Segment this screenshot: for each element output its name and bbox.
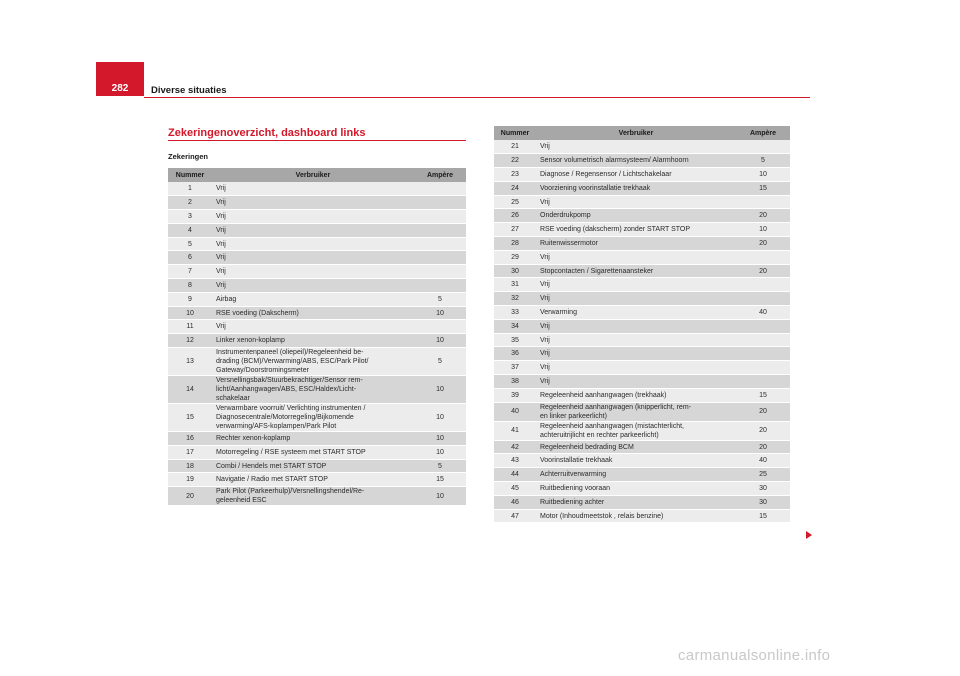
fuse-number: 38	[494, 375, 536, 389]
fuse-number: 30	[494, 264, 536, 278]
table-row	[494, 195, 790, 209]
fuse-consumer: Linker xenon-koplamp	[212, 334, 414, 348]
table-row	[168, 320, 466, 334]
fuse-table-right	[494, 126, 790, 523]
fuse-ampere	[736, 195, 790, 209]
fuse-table-left	[168, 168, 466, 506]
table-row	[494, 482, 790, 496]
fuse-consumer: RSE voeding (dakscherm) zonder START STOP	[536, 223, 736, 237]
fuse-ampere: 10	[736, 168, 790, 182]
fuse-consumer: Vrij	[212, 279, 414, 293]
table-row	[494, 495, 790, 509]
fuse-number: 7	[168, 265, 212, 279]
fuse-ampere: 5	[414, 292, 466, 306]
fuse-number: 29	[494, 250, 536, 264]
column-header-ampere: Ampère	[736, 126, 790, 140]
subheading: Zekeringen	[168, 152, 209, 161]
table-row	[168, 265, 466, 279]
fuse-consumer: Vrij	[536, 347, 736, 361]
fuse-consumer: Vrij	[212, 320, 414, 334]
fuse-consumer: Motor (Inhoudmeetstok , relais benzine)	[536, 509, 736, 523]
fuse-consumer: Diagnose / Regensensor / Lichtschakelaar	[536, 168, 736, 182]
fuse-consumer: Vrij	[536, 195, 736, 209]
table-row	[168, 404, 466, 432]
fuse-ampere: 20	[736, 237, 790, 251]
fuse-consumer: Achterruitverwarming	[536, 468, 736, 482]
section-divider	[168, 140, 466, 141]
table-row	[168, 459, 466, 473]
fuse-consumer: Vrij	[536, 292, 736, 306]
fuse-number: 22	[494, 154, 536, 168]
fuse-ampere	[414, 196, 466, 210]
fuse-ampere	[414, 210, 466, 224]
table-row	[494, 421, 790, 440]
fuse-number: 46	[494, 495, 536, 509]
table-row	[168, 432, 466, 446]
fuse-ampere: 40	[736, 454, 790, 468]
fuse-consumer: Verwarming	[536, 306, 736, 320]
fuse-number: 33	[494, 306, 536, 320]
column-header-ampere: Ampère	[414, 168, 466, 182]
fuse-ampere	[414, 182, 466, 196]
fuse-consumer: RSE voeding (Dakscherm)	[212, 306, 414, 320]
fuse-number: 21	[494, 140, 536, 154]
fuse-number: 23	[494, 168, 536, 182]
table-row	[494, 375, 790, 389]
fuse-number: 26	[494, 209, 536, 223]
fuse-ampere	[414, 237, 466, 251]
table-row	[168, 473, 466, 487]
fuse-ampere: 5	[414, 459, 466, 473]
chapter-title: Diverse situaties	[151, 85, 227, 96]
fuse-ampere: 25	[736, 468, 790, 482]
table-row	[494, 333, 790, 347]
fuse-number: 1	[168, 182, 212, 196]
table-row	[494, 278, 790, 292]
fuse-consumer: Park Pilot (Parkeerhulp)/Versnellingshendel/Re- geleenheid ESC	[212, 487, 414, 506]
section-title: Zekeringenoverzicht, dashboard links	[168, 127, 366, 139]
table-row	[494, 306, 790, 320]
fuse-number: 3	[168, 210, 212, 224]
fuse-consumer: Vrij	[212, 223, 414, 237]
fuse-consumer: Regeleenheid aanhangwagen (trekhaak)	[536, 388, 736, 402]
fuse-ampere	[736, 333, 790, 347]
table-row	[494, 223, 790, 237]
column-header-consumer: Verbruiker	[536, 126, 736, 140]
table-row	[494, 250, 790, 264]
fuse-table-left-body	[168, 182, 466, 506]
fuse-consumer: Vrij	[536, 278, 736, 292]
table-row	[168, 348, 466, 376]
fuse-ampere	[414, 223, 466, 237]
fuse-number: 16	[168, 432, 212, 446]
fuse-number: 19	[168, 473, 212, 487]
fuse-ampere: 10	[414, 376, 466, 404]
fuse-ampere: 10	[414, 334, 466, 348]
table-row	[494, 209, 790, 223]
table-row	[168, 334, 466, 348]
fuse-consumer: Ruitbediening achter	[536, 495, 736, 509]
table-header-row	[168, 168, 466, 182]
fuse-ampere	[736, 140, 790, 154]
fuse-consumer: Verwarmbare voorruit/ Verlichting instrumenten / Diagnosecentrale/Motorregeling/Bijkomende verwarming/AFS-koplampen/Park Pilot	[212, 404, 414, 432]
table-row	[168, 376, 466, 404]
fuse-number: 27	[494, 223, 536, 237]
fuse-consumer: Vrij	[536, 333, 736, 347]
fuse-ampere	[736, 319, 790, 333]
table-row	[494, 347, 790, 361]
fuse-ampere: 10	[736, 223, 790, 237]
fuse-consumer: Onderdrukpomp	[536, 209, 736, 223]
fuse-ampere	[414, 265, 466, 279]
fuse-consumer: Versnellingsbak/Stuurbekrachtiger/Sensor rem- licht/Aanhangwagen/ABS, ESC/Haldex/Licht- schakelaar	[212, 376, 414, 404]
fuse-ampere	[414, 251, 466, 265]
fuse-number: 10	[168, 306, 212, 320]
fuse-consumer: Vrij	[212, 251, 414, 265]
fuse-ampere: 5	[414, 348, 466, 376]
fuse-number: 32	[494, 292, 536, 306]
fuse-consumer: Airbag	[212, 292, 414, 306]
fuse-consumer: Rechter xenon-koplamp	[212, 432, 414, 446]
fuse-consumer: Voorziening voorinstallatie trekhaak	[536, 181, 736, 195]
fuse-number: 41	[494, 421, 536, 440]
fuse-consumer: Vrij	[536, 319, 736, 333]
fuse-number: 43	[494, 454, 536, 468]
column-header-number: Nummer	[168, 168, 212, 182]
fuse-consumer: Vrij	[212, 182, 414, 196]
table-row	[494, 237, 790, 251]
fuse-ampere: 30	[736, 495, 790, 509]
table-row	[494, 140, 790, 154]
table-row	[494, 168, 790, 182]
fuse-consumer: Sensor volumetrisch alarmsysteem/ Alarmhoorn	[536, 154, 736, 168]
table-row	[494, 292, 790, 306]
fuse-number: 39	[494, 388, 536, 402]
fuse-number: 45	[494, 482, 536, 496]
fuse-number: 35	[494, 333, 536, 347]
fuse-ampere: 10	[414, 432, 466, 446]
fuse-number: 13	[168, 348, 212, 376]
fuse-consumer: Ruitenwissermotor	[536, 237, 736, 251]
fuse-ampere: 15	[736, 509, 790, 523]
fuse-table-right-body	[494, 140, 790, 523]
fuse-consumer: Vrij	[212, 265, 414, 279]
fuse-consumer: Navigatie / Radio met START STOP	[212, 473, 414, 487]
fuse-number: 24	[494, 181, 536, 195]
table-row	[168, 223, 466, 237]
fuse-number: 11	[168, 320, 212, 334]
table-row	[494, 440, 790, 454]
column-header-number: Nummer	[494, 126, 536, 140]
table-row	[494, 402, 790, 421]
fuse-number: 5	[168, 237, 212, 251]
fuse-ampere	[736, 375, 790, 389]
column-header-consumer: Verbruiker	[212, 168, 414, 182]
table-header-row	[494, 126, 790, 140]
fuse-number: 44	[494, 468, 536, 482]
fuse-number: 20	[168, 487, 212, 506]
table-row	[494, 361, 790, 375]
table-row	[168, 292, 466, 306]
fuse-ampere	[736, 292, 790, 306]
fuse-number: 18	[168, 459, 212, 473]
fuse-ampere: 20	[736, 402, 790, 421]
fuse-consumer: Regeleenheid aanhangwagen (knipperlicht, rem- en linker parkeerlicht)	[536, 402, 736, 421]
fuse-number: 17	[168, 445, 212, 459]
fuse-number: 15	[168, 404, 212, 432]
fuse-ampere	[736, 361, 790, 375]
fuse-ampere: 30	[736, 482, 790, 496]
fuse-number: 6	[168, 251, 212, 265]
fuse-consumer: Vrij	[536, 250, 736, 264]
fuse-consumer: Ruitbediening vooraan	[536, 482, 736, 496]
fuse-number: 4	[168, 223, 212, 237]
table-row	[494, 181, 790, 195]
fuse-consumer: Combi / Hendels met START STOP	[212, 459, 414, 473]
fuse-number: 47	[494, 509, 536, 523]
fuse-number: 12	[168, 334, 212, 348]
fuse-ampere: 20	[736, 421, 790, 440]
fuse-ampere: 20	[736, 440, 790, 454]
continue-arrow-icon	[806, 531, 812, 539]
page-number: 282	[111, 83, 129, 94]
fuse-ampere	[736, 250, 790, 264]
fuse-consumer: Voorinstallatie trekhaak	[536, 454, 736, 468]
fuse-number: 9	[168, 292, 212, 306]
table-row	[494, 509, 790, 523]
fuse-consumer: Motorregeling / RSE systeem met START STOP	[212, 445, 414, 459]
fuse-ampere	[414, 279, 466, 293]
fuse-ampere: 40	[736, 306, 790, 320]
fuse-consumer: Regeleenheid bedrading BCM	[536, 440, 736, 454]
fuse-consumer: Instrumentenpaneel (oliepeil)/Regeleenheid be- drading (BCM)/Verwarming/ABS, ESC/Park Pilot/ Gateway/Doorstromingsmeter	[212, 348, 414, 376]
fuse-ampere	[414, 320, 466, 334]
table-row	[168, 182, 466, 196]
fuse-number: 36	[494, 347, 536, 361]
table-row	[168, 279, 466, 293]
fuse-number: 40	[494, 402, 536, 421]
fuse-number: 42	[494, 440, 536, 454]
fuse-ampere: 15	[414, 473, 466, 487]
header-divider	[144, 97, 810, 98]
fuse-number: 34	[494, 319, 536, 333]
fuse-number: 8	[168, 279, 212, 293]
fuse-consumer: Vrij	[536, 375, 736, 389]
fuse-ampere: 10	[414, 445, 466, 459]
watermark: carmanualsonline.info	[678, 647, 831, 664]
fuse-number: 37	[494, 361, 536, 375]
table-row	[168, 445, 466, 459]
fuse-consumer: Vrij	[212, 196, 414, 210]
fuse-ampere: 10	[414, 306, 466, 320]
fuse-ampere: 5	[736, 154, 790, 168]
fuse-ampere	[736, 278, 790, 292]
table-row	[168, 487, 466, 506]
fuse-ampere: 15	[736, 388, 790, 402]
fuse-ampere	[736, 347, 790, 361]
fuse-ampere: 10	[414, 404, 466, 432]
fuse-ampere: 10	[414, 487, 466, 506]
table-row	[168, 210, 466, 224]
fuse-consumer: Vrij	[536, 361, 736, 375]
table-row	[494, 319, 790, 333]
table-row	[494, 454, 790, 468]
fuse-consumer: Vrij	[536, 140, 736, 154]
fuse-ampere: 20	[736, 209, 790, 223]
fuse-consumer: Vrij	[212, 210, 414, 224]
table-row	[494, 388, 790, 402]
fuse-consumer: Stopcontacten / Sigarettenaansteker	[536, 264, 736, 278]
fuse-number: 31	[494, 278, 536, 292]
fuse-number: 14	[168, 376, 212, 404]
table-row	[168, 251, 466, 265]
table-row	[494, 154, 790, 168]
table-row	[168, 237, 466, 251]
fuse-consumer: Regeleenheid aanhangwagen (mistachterlicht, achteruitrijlicht en rechter parkeerlicht)	[536, 421, 736, 440]
table-row	[494, 264, 790, 278]
table-row	[168, 196, 466, 210]
fuse-number: 2	[168, 196, 212, 210]
table-row	[494, 468, 790, 482]
fuse-ampere: 15	[736, 181, 790, 195]
fuse-number: 25	[494, 195, 536, 209]
table-row	[168, 306, 466, 320]
fuse-ampere: 20	[736, 264, 790, 278]
fuse-consumer: Vrij	[212, 237, 414, 251]
fuse-number: 28	[494, 237, 536, 251]
